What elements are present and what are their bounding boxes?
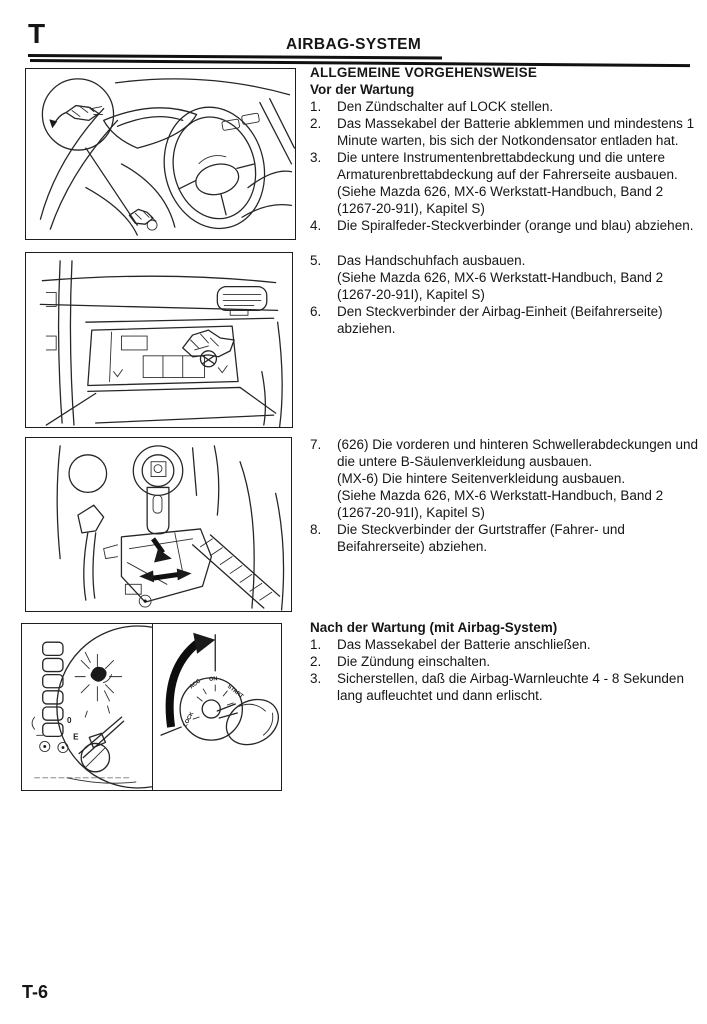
lcd-bar-segments <box>43 642 63 736</box>
lower-body-lines <box>46 322 282 427</box>
step-number: 3. <box>310 150 322 165</box>
step-item <box>310 653 704 670</box>
section-steps-7-8 <box>310 436 704 555</box>
glovebox-sketch <box>26 253 292 427</box>
section-steps-5-6 <box>310 252 704 337</box>
subheading-vor-der-wartung: Vor der Wartung <box>310 82 415 97</box>
step-text: Sicherstellen, daß die Airbag-Warnleuchte 4 - 8 Sekunden lang aufleuchtet und dann erlischt. <box>337 671 684 703</box>
grommet-circle <box>69 455 107 493</box>
side-vent <box>217 287 266 316</box>
cluster-arc <box>57 626 152 788</box>
page-number: T-6 <box>22 982 49 1002</box>
airbag-unit-connector <box>183 330 234 367</box>
step-item <box>310 521 704 555</box>
figure-glovebox-connector <box>25 252 293 428</box>
step-item <box>310 252 704 303</box>
step-text: Die Spiralfeder-Steckverbinder (orange und blau) abziehen. <box>337 218 694 233</box>
svg-text:LOCK: LOCK <box>182 711 195 729</box>
airbag-warning-icon <box>75 652 122 701</box>
step-number: 2. <box>310 116 322 131</box>
figure-check-panel <box>21 623 282 791</box>
step-number: 1. <box>310 637 322 652</box>
connector-detail-icon <box>49 106 102 129</box>
page-title: AIRBAG-SYSTEM <box>286 36 422 53</box>
belt-anchor-top <box>133 446 182 534</box>
cluster-sketch <box>22 624 152 790</box>
step-text: Das Massekabel der Batterie anschließen. <box>337 637 591 652</box>
unplug-arrows-icon <box>139 539 191 582</box>
step-text-mx6: (MX-6) Die hintere Seitenverkleidung ausbauen. <box>337 471 626 486</box>
step-number: 8. <box>310 522 322 537</box>
step-text: (626) Die vorderen und hinteren Schwellerabdeckungen und die untere B-Säulenverkleidung ausbauen. <box>337 437 698 469</box>
step-text: Die Zündung einschalten. <box>337 654 491 669</box>
glovebox-door-lines <box>88 387 276 423</box>
windshield-line <box>116 79 290 95</box>
figure-dashboard-connector <box>25 68 296 240</box>
step-item <box>310 436 704 521</box>
step-text: Das Handschuhfach ausbauen. <box>337 253 526 268</box>
section-vor-der-wartung <box>310 64 704 234</box>
dashboard-sketch <box>26 69 295 239</box>
step-item <box>310 636 704 653</box>
svg-text:ACC: ACC <box>188 678 202 691</box>
step-item <box>310 670 704 704</box>
pretensioner-mechanism <box>104 529 212 607</box>
step-number: 4. <box>310 218 322 233</box>
step-text: Die untere Instrumentenbrettabdeckung und die untere Armaturenbrettabdeckung auf der Fahrerseite ausbauen. <box>337 150 678 182</box>
step-number: 7. <box>310 437 322 452</box>
step-reference-note: (Siehe Mazda 626, MX-6 Werkstatt-Handbuch, Band 2 (1267-20-91I), Kapitel S) <box>337 488 664 520</box>
pillar-brackets <box>46 293 56 350</box>
ignition-key <box>217 691 281 754</box>
pillar-edge <box>57 446 60 559</box>
svg-text:START: START <box>225 683 244 700</box>
step-text: Die Steckverbinder der Gurtstraffer (Fahrer- und Beifahrerseite) abziehen. <box>337 522 625 554</box>
indicator-dots <box>40 741 68 752</box>
instrument-hood <box>104 108 197 148</box>
height-adjuster <box>78 505 104 600</box>
lower-dash-lines <box>86 164 175 235</box>
step-number: 5. <box>310 253 322 268</box>
step-item <box>310 115 704 149</box>
svg-text:0: 0 <box>67 716 72 726</box>
step-item <box>310 303 704 337</box>
ignition-sketch <box>153 624 282 790</box>
step-text: Das Massekabel der Batterie abklemmen und mindestens 1 Minute warten, bis sich der Notkondensator entladen hat. <box>337 116 695 148</box>
svg-text:E: E <box>73 732 79 742</box>
seat-belt-strap <box>193 535 280 608</box>
step-reference-note: (Siehe Mazda 626, MX-6 Werkstatt-Handbuch, Band 2 (1267-20-91I), Kapitel S) <box>337 184 664 216</box>
section-letter: T <box>28 18 46 49</box>
step-text: Den Steckverbinder der Airbag-Einheit (Beifahrerseite) abziehen. <box>337 304 663 336</box>
step-item <box>310 149 704 217</box>
step-item <box>310 217 704 234</box>
step-number: 3. <box>310 671 322 686</box>
svg-text:ON: ON <box>208 676 218 683</box>
section-nach-der-wartung <box>310 619 704 704</box>
step-number: 2. <box>310 654 322 669</box>
figure-warning-lamp-panel <box>22 624 152 790</box>
pretensioner-sketch <box>26 438 291 611</box>
step-number: 6. <box>310 304 322 319</box>
subheading-nach-der-wartung: Nach der Wartung (mit Airbag-System) <box>310 620 558 635</box>
step-text: Den Zündschalter auf LOCK stellen. <box>337 99 554 114</box>
step-number: 1. <box>310 99 322 114</box>
figure-pretensioner-connector <box>25 437 292 612</box>
step-reference-note: (Siehe Mazda 626, MX-6 Werkstatt-Handbuch, Band 2 (1267-20-91I), Kapitel S) <box>337 270 664 302</box>
left-pillar-lines <box>59 261 74 425</box>
figure-ignition-switch <box>152 624 282 790</box>
step-item <box>310 98 704 115</box>
header-rule-thin <box>28 54 442 59</box>
callout-leader <box>86 148 137 225</box>
main-heading: ALLGEMEINE VORGEHENSWEISE <box>310 65 538 80</box>
